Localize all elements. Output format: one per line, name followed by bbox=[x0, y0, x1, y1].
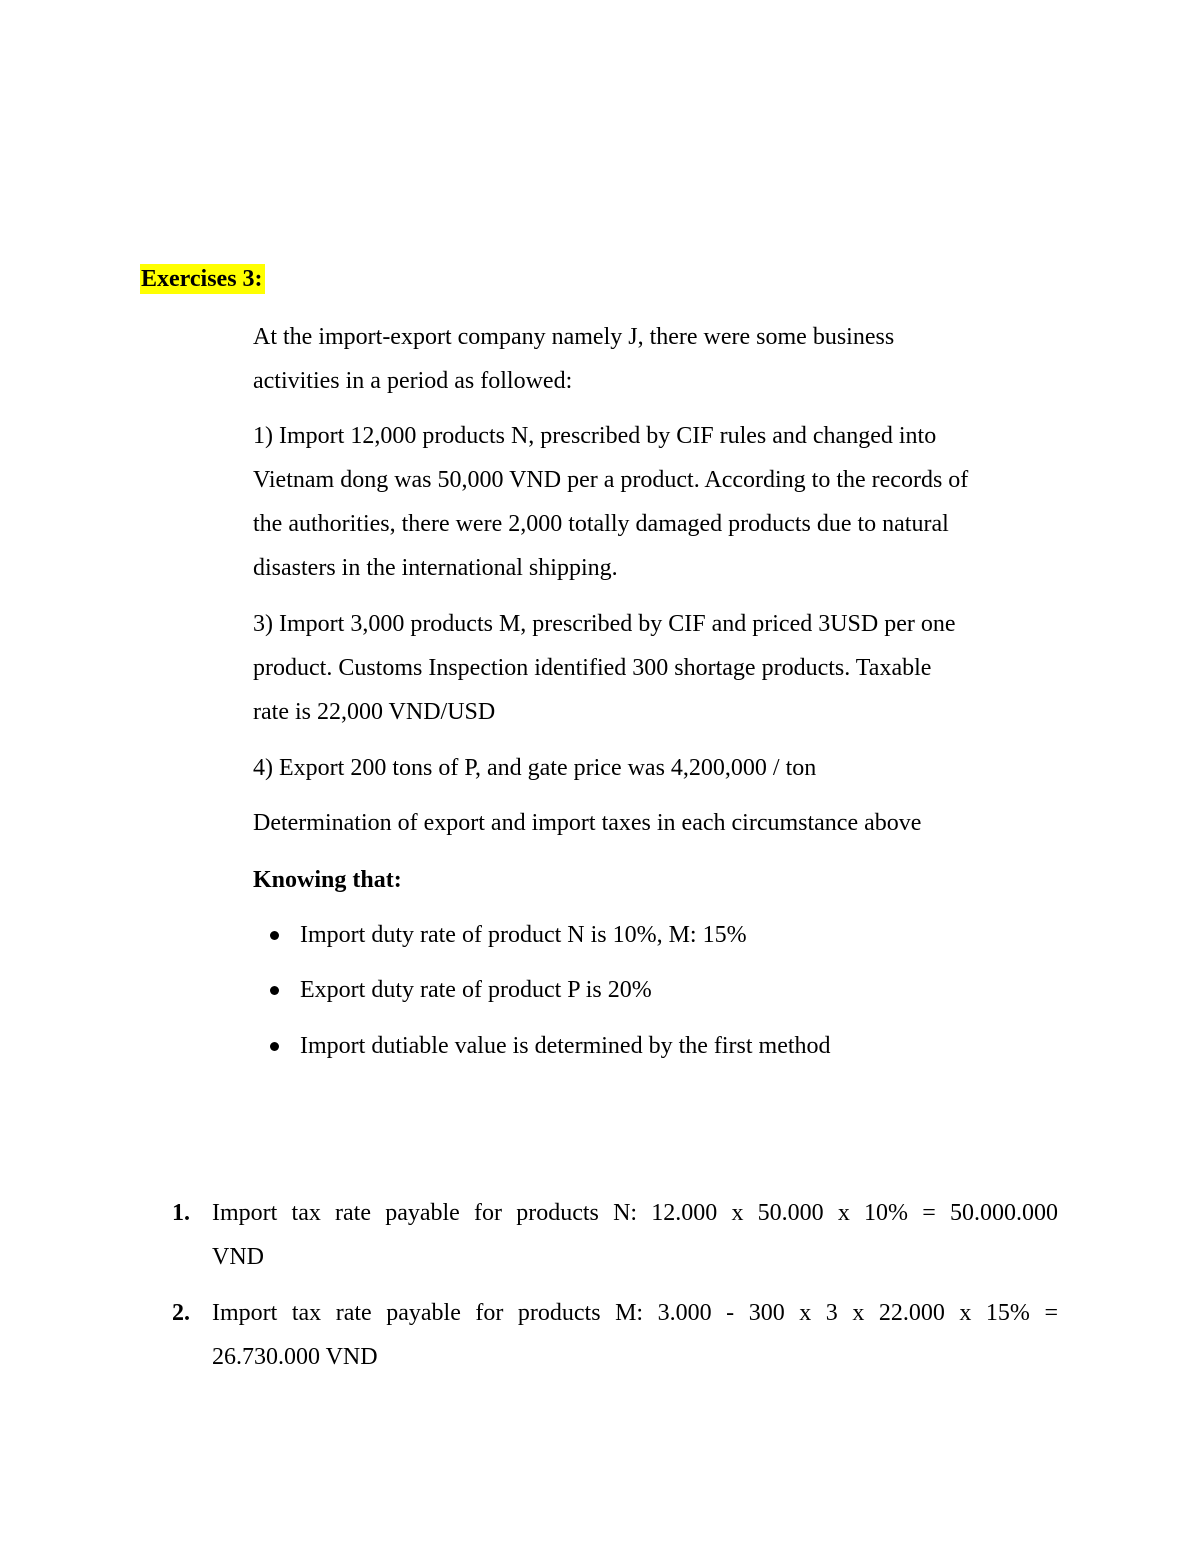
answer-line: VND bbox=[212, 1244, 264, 1270]
bullet-dot bbox=[270, 931, 279, 940]
activity-1-line: 1) Import 12,000 products N, prescribed by CIF rules and changed into bbox=[253, 423, 937, 449]
activity-3-line: product. Customs Inspection identified 300 shortage products. Taxable bbox=[253, 655, 932, 681]
answer-line: Import tax rate payable for products M: 3.000 - 300 x 3 x 22.000 x 15% = bbox=[212, 1300, 1058, 1326]
determination-line: Determination of export and import taxes in each circumstance above bbox=[253, 810, 922, 836]
exercise-title: Exercises 3: bbox=[141, 266, 263, 292]
activity-3-line: rate is 22,000 VND/USD bbox=[253, 699, 496, 725]
bullet-dot bbox=[270, 1042, 279, 1051]
bullet-item: Export duty rate of product P is 20% bbox=[300, 977, 652, 1003]
activity-4-line: 4) Export 200 tons of P, and gate price was 4,200,000 / ton bbox=[253, 755, 817, 781]
answer-line: Import tax rate payable for products N: 12.000 x 50.000 x 10% = 50.000.000 bbox=[212, 1200, 1058, 1226]
answer-number: 1. bbox=[172, 1200, 190, 1226]
activity-1-line: disasters in the international shipping. bbox=[253, 555, 618, 581]
activity-3-line: 3) Import 3,000 products M, prescribed by CIF and priced 3USD per one bbox=[253, 611, 956, 637]
knowing-heading: Knowing that: bbox=[253, 867, 402, 893]
bullet-item: Import duty rate of product N is 10%, M: 15% bbox=[300, 922, 747, 948]
intro-line: At the import-export company namely J, there were some business bbox=[253, 324, 895, 350]
answer-line: 26.730.000 VND bbox=[212, 1344, 378, 1370]
answer-number: 2. bbox=[172, 1300, 190, 1326]
intro-line: activities in a period as followed: bbox=[253, 368, 573, 394]
activity-1-line: Vietnam dong was 50,000 VND per a product. According to the records of bbox=[253, 467, 969, 493]
bullet-item: Import dutiable value is determined by the first method bbox=[300, 1033, 831, 1059]
activity-1-line: the authorities, there were 2,000 totally damaged products due to natural bbox=[253, 511, 949, 537]
bullet-dot bbox=[270, 986, 279, 995]
